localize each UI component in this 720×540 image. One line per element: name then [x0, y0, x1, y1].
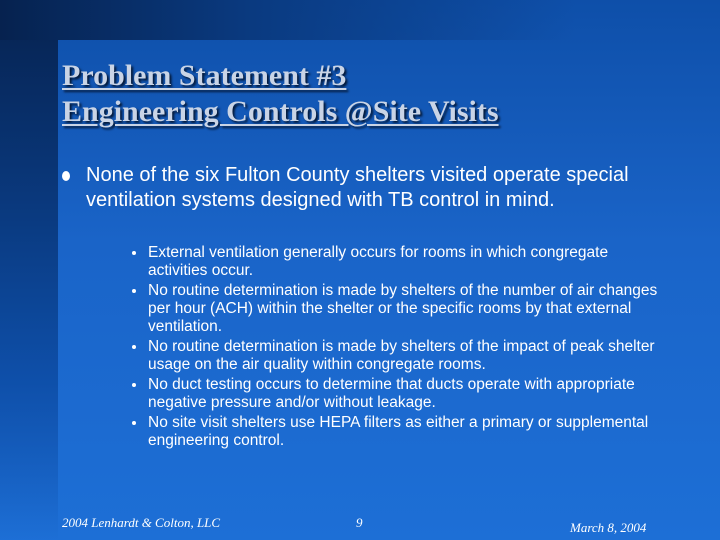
footer-page-number: 9: [356, 515, 363, 530]
sub-bullet-text: No site visit shelters use HEPA filters as either a primary or supplemental engineering control.: [148, 414, 649, 449]
sub-bullet-item: [130, 414, 670, 450]
dot-bullet-icon: [132, 383, 136, 387]
sub-bullet-item: [130, 282, 670, 336]
sub-bullet-text: External ventilation generally occurs for rooms in which congregate activities occur.: [148, 244, 609, 279]
sub-bullet-item: [130, 376, 670, 412]
footer-copyright: 2004 Lenhardt & Colton, LLC: [62, 515, 221, 530]
sub-bullet-text: No routine determination is made by shelters of the number of air changes per hour (ACH) within the shelter or the specific rooms by that external ventilation.: [148, 282, 658, 335]
background-dark-gradient-top: [0, 0, 720, 40]
main-bullet-text: None of the six Fulton County shelters visited operate special ventilation systems designed with TB control in mind.: [86, 164, 629, 211]
dot-bullet-icon: [132, 345, 136, 349]
round-bullet-icon: [62, 171, 70, 181]
dot-bullet-icon: [132, 421, 136, 425]
background-dark-gradient-left: [0, 0, 58, 540]
sub-bullet-item: [130, 244, 670, 280]
sub-bullet-text: No duct testing occurs to determine that ducts operate with appropriate negative pressure and/or without leakage.: [148, 376, 635, 411]
footer-date: March 8, 2004: [570, 520, 647, 535]
dot-bullet-icon: [132, 289, 136, 293]
sub-bullet-item: [130, 338, 670, 374]
sub-bullet-list: [130, 244, 670, 452]
dot-bullet-icon: [132, 251, 136, 255]
slide-title: [62, 58, 702, 130]
sub-bullet-text: No routine determination is made by shelters of the impact of peak shelter usage on the air quality within congregate rooms.: [148, 338, 655, 373]
title-line-2: Engineering Controls @Site Visits: [62, 95, 499, 128]
title-line-1: Problem Statement #3: [62, 59, 347, 92]
